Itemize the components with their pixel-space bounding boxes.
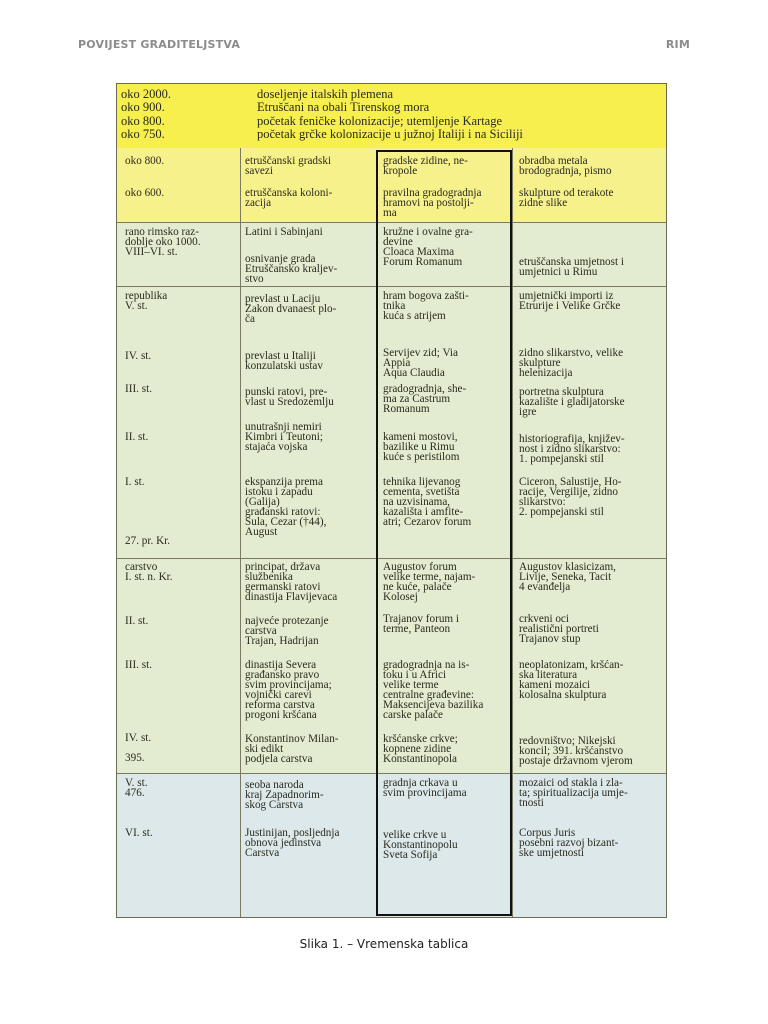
kings-history-1: Latini i Sabinjani xyxy=(245,226,323,238)
empire-history-iv: Konstantinov Milan- ski edikt podjela carstva xyxy=(245,733,339,765)
etruscan-date-2: oko 600. xyxy=(125,187,165,199)
empire-history-iii: dinastija Severa građansko pravo svim provincijama; vojnički carevi reforma carstva progoni kršćana xyxy=(245,659,332,721)
republic-architecture-v: hram bogova zašti- tnika kuća s atrijem xyxy=(383,290,469,322)
republic-date-i: I. st. xyxy=(125,476,145,488)
late-architecture-vi: velike crkve u Konstantinopolu Sveta Sofija xyxy=(383,829,458,861)
late-history-v: seoba naroda kraj Zapadnorim- skog Carstva xyxy=(245,779,324,811)
figure-caption: Slika 1. – Vremenska tablica xyxy=(299,937,469,951)
republic-culture-iii: portretna skulptura kazalište i gladijatorske igre xyxy=(519,386,625,418)
timeline-table xyxy=(116,83,667,918)
republic-date-iv: IV. st. xyxy=(125,350,152,362)
republic-date-v: republika V. st. xyxy=(125,290,168,312)
etruscan-history-2: etruščanska koloni- zacija xyxy=(245,187,333,209)
kings-culture: etruščanska umjetnost i umjetnici u Rimu xyxy=(519,256,625,278)
column-divider xyxy=(240,148,241,917)
late-culture-vi: Corpus Juris posebni razvoj bizant- ske umjetnosti xyxy=(519,827,619,859)
etruscan-architecture-1: gradske zidine, ne- kropole xyxy=(383,155,468,177)
republic-history-v: prevlast u Laciju Zakon dvanaest plo- ča xyxy=(245,293,337,325)
empire-history-ii: najveće protezanje carstva Trajan, Hadrijan xyxy=(245,615,329,647)
republic-culture-iv: zidno slikarstvo, velike skulpture helenizacija xyxy=(519,347,624,379)
top-events: doseljenje italskih plemena Etruščani na obali Tirenskog mora početak feničke kolonizacije; utemljenje Kartage početak grčke kolonizacije u južnoj Italiji i na Siciliji xyxy=(257,87,523,141)
empire-architecture-i: Augustov forum velike terme, najam- ne kuće, palače Kolosej xyxy=(383,561,476,603)
kings-architecture: kružne i ovalne gra- devine Cloaca Maxima Forum Romanum xyxy=(383,226,473,268)
empire-date-ii: II. st. xyxy=(125,615,149,627)
republic-date-27bc: 27. pr. Kr. xyxy=(125,535,171,547)
late-date-vi: VI. st. xyxy=(125,827,153,839)
empire-culture-iii: neoplatonizam, kršćan- ska literatura kameni mozaici kolosalna skulptura xyxy=(519,659,624,701)
republic-culture-v: umjetnički importi iz Etrurije i Velike Grčke xyxy=(519,290,621,312)
republic-history-iii: punski ratovi, pre- vlast u Sredozemlju xyxy=(245,386,334,408)
empire-culture-ii: crkveni oci realistični portreti Trajanov stup xyxy=(519,613,599,645)
header-title: POVIJEST GRADITELJSTVA xyxy=(78,38,241,51)
republic-architecture-iv: Servijev zid; Via Appia Aqua Claudia xyxy=(383,347,458,379)
republic-architecture-ii: kameni mostovi, bazilike u Rimu kuće s peristilom xyxy=(383,431,460,463)
page-header xyxy=(78,38,690,51)
republic-history-iv: prevlast u Italiji konzulatski ustav xyxy=(245,350,323,372)
empire-culture-iv: redovništvo; Nikejski koncil; 391. kršćanstvo postaje državnom vjerom xyxy=(519,735,633,767)
republic-history-ii: unutrašnji nemiri Kimbri i Teutoni; stajaća vojska xyxy=(245,421,323,453)
republic-date-iii: III. st. xyxy=(125,383,153,395)
etruscan-culture-2: skulpture od terakote zidne slike xyxy=(519,187,614,209)
kings-date: rano rimsko raz- doblje oko 1000. VIII–VI. st. xyxy=(125,226,201,258)
empire-culture-i: Augustov klasicizam, Livije, Seneka, Tacit 4 evanđelja xyxy=(519,561,616,593)
empire-architecture-iii: gradogradnja na is- toku i u Africi velike terme centralne građevine: Maksencijeva bazilika carske palače xyxy=(383,659,484,721)
empire-date-iv: IV. st. 395. xyxy=(125,732,152,764)
republic-architecture-iii: gradogradnja, she- ma za Castrum Romanum xyxy=(383,383,467,415)
republic-date-ii: II. st. xyxy=(125,431,149,443)
etruscan-history-1: etruščanski gradski savezi xyxy=(245,155,332,177)
etruscan-architecture-2: pravilna gradogradnja hramovi na postolji- ma xyxy=(383,187,482,219)
top-dates: oko 2000. oko 900. oko 800. oko 750. xyxy=(121,87,171,141)
column-divider xyxy=(512,148,513,917)
late-culture-v: mozaici od stakla i zla- ta; spiritualizacija umje- tnosti xyxy=(519,777,628,809)
late-architecture-v: gradnja crkava u svim provincijama xyxy=(383,777,467,799)
etruscan-culture-1: obradba metala brodogradnja, pismo xyxy=(519,155,612,177)
empire-history-i: principat, država službenika germanski ratovi dinastija Flavijevaca xyxy=(245,561,338,603)
empire-date-i: carstvo I. st. n. Kr. xyxy=(125,561,173,583)
empire-architecture-ii: Trajanov forum i terme, Panteon xyxy=(383,613,460,635)
kings-history-2: osnivanje grada Etruščansko kraljev- stvo xyxy=(245,253,338,285)
empire-architecture-iv: kršćanske crkve; kopnene zidine Konstantinopola xyxy=(383,733,458,765)
republic-culture-ii: historiografija, književ- nost i zidno slikarstvo: 1. pompejanski stil xyxy=(519,433,625,465)
republic-culture-i: Ciceron, Salustije, Ho- racije, Vergilije, zidno slikarstvo: 2. pompejanski stil xyxy=(519,476,622,518)
republic-history-i: ekspanzija prema istoku i zapadu (Galija) građanski ratovi: Sula, Cezar (†44), August xyxy=(245,476,327,538)
republic-architecture-i: tehnika lijevanog cementa, svetišta na uzvisinama, kazališta i amfite- atri; Cezarov forum xyxy=(383,476,472,528)
header-section: RIM xyxy=(665,38,690,51)
empire-date-iii: III. st. xyxy=(125,659,153,671)
etruscan-date-1: oko 800. xyxy=(125,155,165,167)
late-date-v: V. st. 476. xyxy=(125,777,148,799)
late-history-vi: Justinijan, posljednja obnova jedinstva Carstva xyxy=(245,827,340,859)
